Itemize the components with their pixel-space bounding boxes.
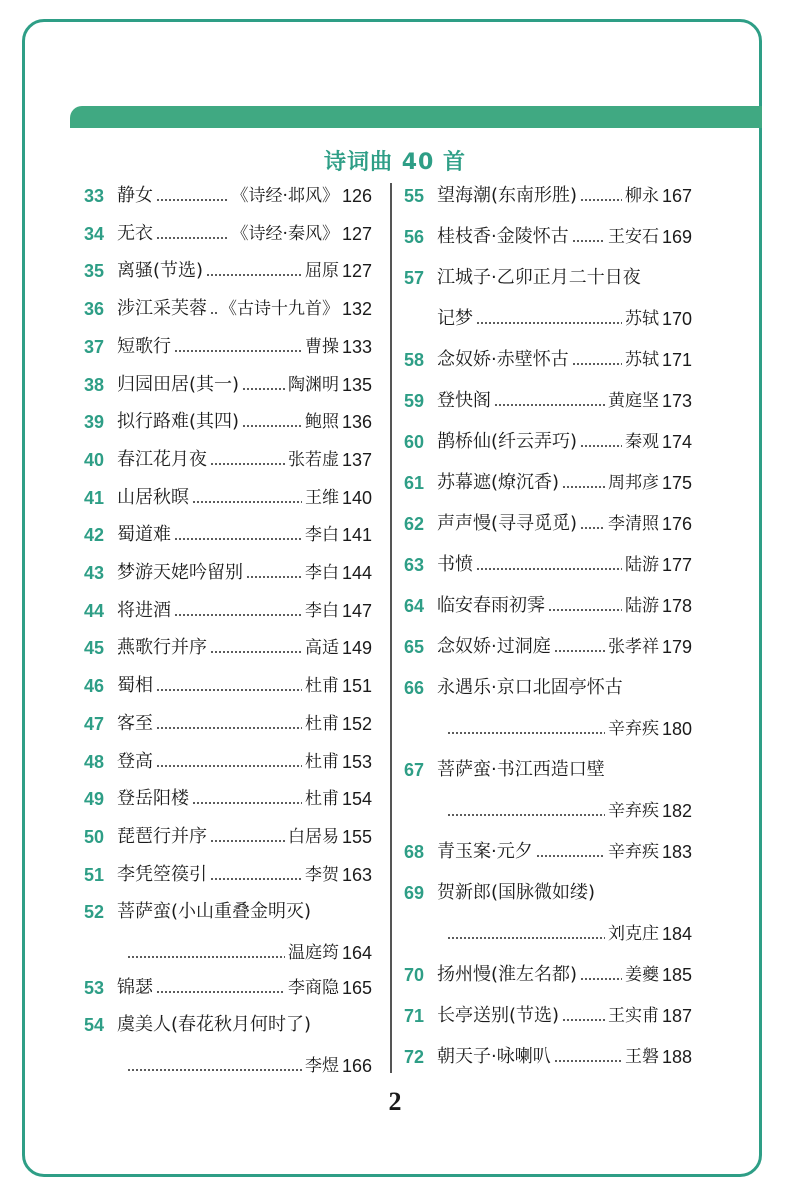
entry-author: 高适	[304, 638, 339, 659]
entry-line	[437, 756, 692, 784]
entry-title: 贺新郎(国脉微如缕)	[437, 882, 596, 903]
entry-page: 137	[341, 449, 372, 470]
entry-author: 陆游	[624, 596, 659, 616]
entry-title: 琵琶行并序	[117, 825, 207, 847]
entry-line	[437, 633, 692, 661]
dot-leader	[572, 240, 605, 242]
toc-entry[interactable]	[404, 961, 692, 1002]
entry-number: 65	[404, 637, 425, 657]
entry-line	[437, 838, 692, 866]
entry-page: 170	[661, 309, 692, 329]
entry-title: 李凭箜篌引	[117, 863, 207, 885]
dot-leader	[156, 237, 229, 239]
entry-page: 133	[341, 336, 372, 357]
entry-title: 春江花月夜	[117, 448, 207, 470]
entry-number: 38	[84, 374, 105, 395]
entry-line	[117, 220, 372, 248]
dot-leader	[127, 956, 285, 958]
entry-title: 虞美人(春花秋月何时了)	[117, 1014, 312, 1036]
entry-line	[437, 428, 692, 456]
entry-number: 49	[84, 789, 105, 810]
entry-page: 126	[341, 186, 372, 206]
entry-title: 蜀相	[117, 675, 153, 697]
toc-entry[interactable]	[404, 1043, 692, 1084]
dot-leader	[192, 802, 302, 804]
entry-number: 58	[404, 350, 425, 370]
entry-author: 《古诗十九首》	[219, 299, 339, 320]
dot-leader	[554, 650, 605, 652]
entry-author: 李煜	[304, 1056, 339, 1077]
toc-entry[interactable]	[84, 408, 372, 449]
entry-title: 永遇乐·京口北固亭怀古	[437, 677, 623, 698]
entry-title: 归园田居(其一)	[117, 373, 240, 395]
toc-entry[interactable]	[404, 346, 692, 387]
entry-line	[117, 257, 372, 285]
dot-leader	[447, 732, 605, 734]
entry-number: 66	[404, 678, 425, 698]
entry-author: 刘克庄	[607, 924, 659, 944]
entry-author: 秦观	[624, 432, 659, 452]
entry-title: 长亭送别(节选)	[437, 1005, 560, 1026]
entry-page: 178	[661, 596, 692, 616]
dot-leader	[192, 501, 302, 503]
entry-title: 涉江采芙蓉	[117, 298, 207, 320]
entry-number: 63	[404, 555, 425, 575]
entry-author: 王磐	[624, 1047, 659, 1067]
entry-title: 苏幕遮(燎沉香)	[437, 472, 560, 493]
entry-author: 苏轼	[624, 309, 659, 329]
entry-number: 37	[84, 336, 105, 357]
entry-author: 黄庭坚	[607, 391, 659, 411]
entry-line-continued	[124, 939, 372, 967]
entry-author: 张孝祥	[607, 637, 659, 657]
dot-leader	[174, 538, 302, 540]
entry-title: 燕歌行并序	[117, 637, 207, 659]
entry-author: 柳永	[624, 186, 659, 206]
entry-number: 45	[84, 638, 105, 659]
entry-page: 176	[661, 514, 692, 534]
toc-entry[interactable]	[84, 257, 372, 298]
entry-author: 辛弃疾	[607, 842, 659, 862]
entry-line	[437, 592, 692, 620]
entry-title: 念奴娇·过洞庭	[437, 636, 551, 657]
dot-leader	[572, 363, 622, 365]
entry-author: 李清照	[607, 514, 659, 534]
entry-line	[117, 710, 372, 738]
entry-author: 陶渊明	[287, 374, 339, 395]
toc-entry[interactable]	[404, 674, 692, 739]
entry-page: 179	[661, 637, 692, 657]
entry-page: 149	[341, 638, 372, 659]
toc-entry[interactable]	[404, 633, 692, 674]
entry-page: 184	[661, 924, 692, 944]
entry-number: 69	[404, 883, 425, 903]
entry-title: 离骚(节选)	[117, 260, 204, 282]
entry-author: 王安石	[607, 227, 659, 247]
entry-number: 50	[84, 826, 105, 847]
entry-title: 登高	[117, 750, 153, 772]
entry-title: 声声慢(寻寻觅觅)	[437, 513, 578, 534]
entry-number: 48	[84, 751, 105, 772]
entry-line	[437, 961, 692, 989]
entry-author: 李白	[304, 563, 339, 583]
entry-title: 望海潮(东南形胜)	[437, 185, 578, 206]
dot-leader	[206, 274, 302, 276]
entry-author: 李贺	[304, 864, 339, 885]
entry-title: 朝天子·咏喇叭	[437, 1046, 551, 1067]
entry-number: 42	[84, 525, 105, 546]
toc-entry[interactable]	[84, 182, 372, 223]
entry-line	[117, 446, 372, 474]
entry-line-continued	[124, 1052, 372, 1080]
dot-leader	[210, 463, 285, 465]
entry-page: 164	[341, 943, 372, 964]
entry-number: 72	[404, 1047, 425, 1067]
entry-line	[117, 333, 372, 361]
entry-page: 188	[661, 1047, 692, 1067]
dot-leader	[562, 486, 605, 488]
entry-number: 36	[84, 299, 105, 320]
entry-line	[437, 674, 692, 702]
entry-author: 曹操	[304, 336, 339, 357]
entry-number: 67	[404, 760, 425, 780]
entry-author: 周邦彦	[607, 473, 659, 493]
toc-entry[interactable]	[84, 748, 372, 789]
toc-entry[interactable]	[84, 333, 372, 374]
entry-title: 江城子·乙卯正月二十日夜	[437, 267, 641, 288]
entry-number: 71	[404, 1006, 425, 1026]
entry-title: 桂枝香·金陵怀古	[437, 226, 569, 247]
entry-title: 梦游天姥吟留别	[117, 562, 243, 583]
dot-leader	[156, 199, 229, 201]
entry-author: 苏轼	[624, 350, 659, 370]
entry-number: 68	[404, 842, 425, 862]
page-number: 2	[388, 1087, 402, 1116]
entry-title: 念奴娇·赤壁怀古	[437, 349, 569, 370]
entry-page: 166	[341, 1056, 372, 1077]
toc-entry[interactable]	[404, 510, 692, 551]
entry-line	[437, 469, 692, 497]
entry-title: 菩萨蛮(小山重叠金明灭)	[117, 901, 312, 923]
entry-line	[437, 264, 692, 292]
entry-page: 127	[341, 223, 372, 244]
entry-author: 李商隐	[287, 977, 339, 998]
dot-leader	[156, 991, 285, 993]
entry-title: 青玉案·元夕	[437, 841, 533, 862]
entry-author: 李白	[304, 600, 339, 621]
toc-entry[interactable]	[84, 295, 372, 336]
dot-leader	[210, 878, 302, 880]
entry-title: 菩萨蛮·书江西造口壁	[437, 759, 605, 780]
entry-page: 167	[661, 186, 692, 206]
entry-line	[117, 785, 372, 813]
toc-entry[interactable]	[84, 861, 372, 902]
entry-line-continued	[444, 715, 692, 743]
entry-line	[117, 634, 372, 662]
toc-entry[interactable]	[404, 879, 692, 944]
entry-number: 55	[404, 186, 425, 206]
dot-leader	[476, 322, 622, 324]
entry-page: 175	[661, 473, 692, 493]
section-heading: 诗词曲 40 首	[324, 150, 466, 175]
entry-line	[117, 1011, 372, 1039]
toc-entry[interactable]	[404, 264, 692, 329]
toc-entry[interactable]	[404, 592, 692, 633]
entry-number: 62	[404, 514, 425, 534]
entry-title-continued: 记梦	[437, 308, 473, 329]
dot-leader	[562, 1019, 605, 1021]
entry-author: 王实甫	[607, 1006, 659, 1026]
dot-leader	[580, 527, 605, 529]
entry-line	[437, 387, 692, 415]
entry-author: 陆游	[624, 555, 659, 575]
entry-number: 70	[404, 965, 425, 985]
entry-line	[117, 672, 372, 700]
entry-number: 40	[84, 449, 105, 470]
toc-entry[interactable]	[404, 838, 692, 879]
dot-leader	[580, 199, 622, 201]
toc-entry[interactable]	[84, 898, 372, 964]
entry-number: 39	[84, 412, 105, 433]
entry-page: 169	[661, 227, 692, 247]
entry-number: 60	[404, 432, 425, 452]
entry-title: 拟行路难(其四)	[117, 411, 240, 433]
entry-title: 登岳阳楼	[117, 788, 189, 810]
entry-title: 静女	[117, 185, 153, 206]
entry-line	[437, 551, 692, 579]
dot-leader	[156, 689, 302, 691]
dot-leader	[210, 840, 285, 842]
entry-title: 临安春雨初霁	[437, 595, 545, 616]
entry-line	[437, 1002, 692, 1030]
entry-page: 182	[661, 801, 692, 821]
dot-leader	[536, 855, 605, 857]
toc-entry[interactable]	[84, 1011, 372, 1077]
entry-author: 《诗经·邶风》	[231, 186, 339, 206]
dot-leader	[580, 445, 622, 447]
entry-number: 47	[84, 713, 105, 734]
toc-entry[interactable]	[84, 597, 372, 638]
entry-page: 151	[341, 676, 372, 697]
entry-page: 154	[341, 789, 372, 810]
entry-number: 35	[84, 261, 105, 282]
dot-leader	[447, 814, 605, 816]
entry-author: 辛弃疾	[607, 719, 659, 739]
entry-page: 135	[341, 374, 372, 395]
entry-page: 177	[661, 555, 692, 575]
entry-line	[437, 223, 692, 251]
toc-entry[interactable]	[84, 974, 372, 1015]
toc-entry[interactable]	[404, 428, 692, 469]
entry-author: 李白	[304, 525, 339, 546]
entry-author: 辛弃疾	[607, 801, 659, 821]
column-divider	[390, 183, 392, 1073]
dot-leader	[174, 614, 302, 616]
entry-number: 43	[84, 563, 105, 583]
entry-author: 温庭筠	[287, 943, 339, 964]
toc-entry[interactable]	[84, 710, 372, 751]
entry-number: 46	[84, 676, 105, 697]
entry-page: 174	[661, 432, 692, 452]
dot-leader	[580, 978, 622, 980]
entry-number: 51	[84, 864, 105, 885]
entry-number: 61	[404, 473, 425, 493]
entry-page: 140	[341, 487, 372, 508]
header-band	[70, 106, 762, 128]
entry-title: 登快阁	[437, 390, 491, 411]
entry-author: 鲍照	[304, 412, 339, 433]
entry-author: 屈原	[304, 261, 339, 282]
entry-line-continued	[444, 797, 692, 825]
entry-author: 姜夔	[624, 965, 659, 985]
entry-number: 53	[84, 977, 105, 998]
entry-page: 165	[341, 977, 372, 998]
entry-title: 蜀道难	[117, 524, 171, 546]
entry-title: 客至	[117, 712, 153, 734]
entry-page: 136	[341, 412, 372, 433]
entry-line	[437, 879, 692, 907]
toc-entry[interactable]	[404, 756, 692, 821]
entry-page: 183	[661, 842, 692, 862]
entry-line	[117, 295, 372, 323]
toc-entry[interactable]	[404, 182, 692, 223]
entry-line	[117, 521, 372, 549]
entry-line	[117, 559, 372, 587]
toc-entry[interactable]	[404, 387, 692, 428]
entry-number: 54	[84, 1015, 105, 1036]
entry-author: 杜甫	[304, 751, 339, 772]
dot-leader	[548, 609, 622, 611]
entry-number: 52	[84, 902, 105, 923]
entry-title: 扬州慢(淮左名都)	[437, 964, 578, 985]
entry-page: 180	[661, 719, 692, 739]
entry-line	[117, 861, 372, 889]
toc-entry[interactable]	[404, 469, 692, 510]
toc-entry[interactable]	[84, 559, 372, 600]
entry-line	[117, 898, 372, 926]
entry-page: 141	[341, 525, 372, 546]
entry-author: 白居易	[287, 826, 339, 847]
toc-entry[interactable]	[404, 551, 692, 592]
dot-leader	[246, 576, 302, 578]
dot-leader	[210, 651, 302, 653]
entry-author: 杜甫	[304, 789, 339, 810]
entry-number: 34	[84, 223, 105, 244]
dot-leader	[156, 765, 302, 767]
entry-page: 173	[661, 391, 692, 411]
entry-line	[117, 182, 372, 210]
entry-line	[437, 1043, 692, 1071]
toc-entry[interactable]	[84, 484, 372, 525]
entry-page: 187	[661, 1006, 692, 1026]
entry-title: 锦瑟	[117, 976, 153, 998]
entry-line	[437, 346, 692, 374]
entry-line	[437, 182, 692, 210]
entry-page: 132	[341, 299, 372, 320]
toc-entry[interactable]	[84, 785, 372, 826]
entry-number: 41	[84, 487, 105, 508]
dot-leader	[127, 1069, 302, 1071]
entry-line	[437, 510, 692, 538]
entry-title: 无衣	[117, 222, 153, 244]
entry-author: 王维	[304, 487, 339, 508]
dot-leader	[447, 937, 605, 939]
entry-author: 《诗经·秦风》	[231, 223, 339, 244]
entry-line-continued	[437, 305, 692, 333]
dot-leader	[174, 350, 302, 352]
entry-line	[117, 371, 372, 399]
entry-title: 书愤	[437, 554, 473, 575]
entry-number: 56	[404, 227, 425, 247]
entry-line	[117, 823, 372, 851]
entry-number: 59	[404, 391, 425, 411]
entry-page: 152	[341, 713, 372, 734]
entry-title: 短歌行	[117, 335, 171, 357]
dot-leader	[494, 404, 605, 406]
entry-line-continued	[444, 920, 692, 948]
entry-page: 153	[341, 751, 372, 772]
entry-number: 33	[84, 186, 105, 206]
entry-title: 鹊桥仙(纤云弄巧)	[437, 431, 578, 452]
dot-leader	[210, 312, 217, 314]
toc-entry[interactable]	[84, 634, 372, 675]
entry-page: 144	[341, 563, 372, 583]
entry-title: 将进酒	[117, 599, 171, 621]
entry-page: 185	[661, 965, 692, 985]
entry-page: 127	[341, 261, 372, 282]
toc-entry[interactable]	[84, 823, 372, 864]
dot-leader	[476, 568, 622, 570]
toc-entry[interactable]	[84, 371, 372, 412]
entry-author: 张若虚	[287, 449, 339, 470]
entry-line	[117, 974, 372, 1002]
entry-number: 64	[404, 596, 425, 616]
entry-author: 杜甫	[304, 676, 339, 697]
dot-leader	[242, 388, 285, 390]
entry-number: 44	[84, 600, 105, 621]
dot-leader	[156, 727, 302, 729]
entry-page: 155	[341, 826, 372, 847]
toc-entry[interactable]	[84, 220, 372, 261]
entry-author: 杜甫	[304, 713, 339, 734]
toc-entry[interactable]	[84, 672, 372, 713]
entry-line	[117, 484, 372, 512]
toc-entry[interactable]	[84, 446, 372, 487]
dot-leader	[242, 425, 302, 427]
entry-line	[117, 408, 372, 436]
entry-page: 171	[661, 350, 692, 370]
entry-line	[117, 748, 372, 776]
entry-title: 山居秋暝	[117, 486, 189, 508]
dot-leader	[554, 1060, 622, 1062]
entry-page: 163	[341, 864, 372, 885]
toc-entry[interactable]	[404, 1002, 692, 1043]
entry-page: 147	[341, 600, 372, 621]
toc-entry[interactable]	[404, 223, 692, 264]
toc-entry[interactable]	[84, 521, 372, 562]
entry-line	[117, 597, 372, 625]
entry-number: 57	[404, 268, 425, 288]
